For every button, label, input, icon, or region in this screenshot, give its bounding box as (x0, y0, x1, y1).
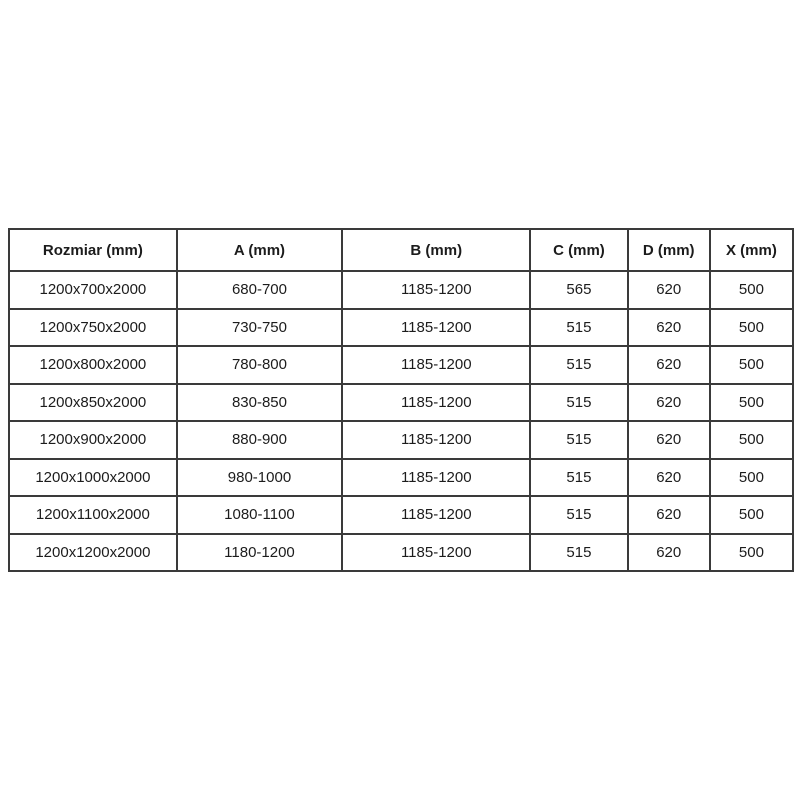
table-cell: 515 (530, 346, 627, 384)
table-cell: 620 (628, 534, 710, 572)
table-cell: 680-700 (177, 271, 342, 309)
table-cell: 1200x1100x2000 (9, 496, 177, 534)
table-cell: 1185-1200 (342, 271, 530, 309)
table-cell: 1200x1200x2000 (9, 534, 177, 572)
table-cell: 1200x850x2000 (9, 384, 177, 422)
table-row (9, 496, 793, 534)
table-row (9, 421, 793, 459)
table-header (9, 229, 793, 271)
table-cell: 1185-1200 (342, 421, 530, 459)
column-header-rozmiar: Rozmiar (mm) (9, 229, 177, 271)
dimensions-table-container (8, 228, 794, 572)
column-header-d: D (mm) (628, 229, 710, 271)
table-cell: 620 (628, 421, 710, 459)
table-cell: 1080-1100 (177, 496, 342, 534)
column-header-c: C (mm) (530, 229, 627, 271)
table-cell: 980-1000 (177, 459, 342, 497)
table-cell: 565 (530, 271, 627, 309)
table-cell: 880-900 (177, 421, 342, 459)
table-cell: 780-800 (177, 346, 342, 384)
table-row (9, 384, 793, 422)
table-cell: 1185-1200 (342, 384, 530, 422)
table-cell: 500 (710, 421, 793, 459)
table-cell: 620 (628, 384, 710, 422)
table-cell: 1200x900x2000 (9, 421, 177, 459)
table-row (9, 534, 793, 572)
table-cell: 620 (628, 309, 710, 347)
table-cell: 500 (710, 271, 793, 309)
table-cell: 1185-1200 (342, 309, 530, 347)
table-cell: 620 (628, 271, 710, 309)
table-cell: 1185-1200 (342, 459, 530, 497)
table-cell: 620 (628, 496, 710, 534)
table-row (9, 459, 793, 497)
table-cell: 730-750 (177, 309, 342, 347)
column-header-a: A (mm) (177, 229, 342, 271)
table-cell: 1185-1200 (342, 346, 530, 384)
table-cell: 515 (530, 309, 627, 347)
table-row (9, 346, 793, 384)
table-cell: 515 (530, 496, 627, 534)
column-header-x: X (mm) (710, 229, 793, 271)
table-cell: 515 (530, 421, 627, 459)
table-cell: 500 (710, 309, 793, 347)
column-header-b: B (mm) (342, 229, 530, 271)
table-cell: 515 (530, 534, 627, 572)
table-cell: 500 (710, 459, 793, 497)
table-row (9, 309, 793, 347)
table-cell: 515 (530, 459, 627, 497)
table-cell: 1200x700x2000 (9, 271, 177, 309)
table-row (9, 271, 793, 309)
table-cell: 1200x750x2000 (9, 309, 177, 347)
table-cell: 500 (710, 384, 793, 422)
table-cell: 1185-1200 (342, 534, 530, 572)
table-cell: 1180-1200 (177, 534, 342, 572)
table-cell: 500 (710, 346, 793, 384)
table-cell: 515 (530, 384, 627, 422)
table-cell: 1200x800x2000 (9, 346, 177, 384)
table-body (9, 271, 793, 571)
table-cell: 500 (710, 496, 793, 534)
table-cell: 830-850 (177, 384, 342, 422)
table-cell: 500 (710, 534, 793, 572)
table-cell: 620 (628, 346, 710, 384)
table-cell: 1200x1000x2000 (9, 459, 177, 497)
table-header-row (9, 229, 793, 271)
table-cell: 1185-1200 (342, 496, 530, 534)
dimensions-table (8, 228, 794, 572)
table-cell: 620 (628, 459, 710, 497)
